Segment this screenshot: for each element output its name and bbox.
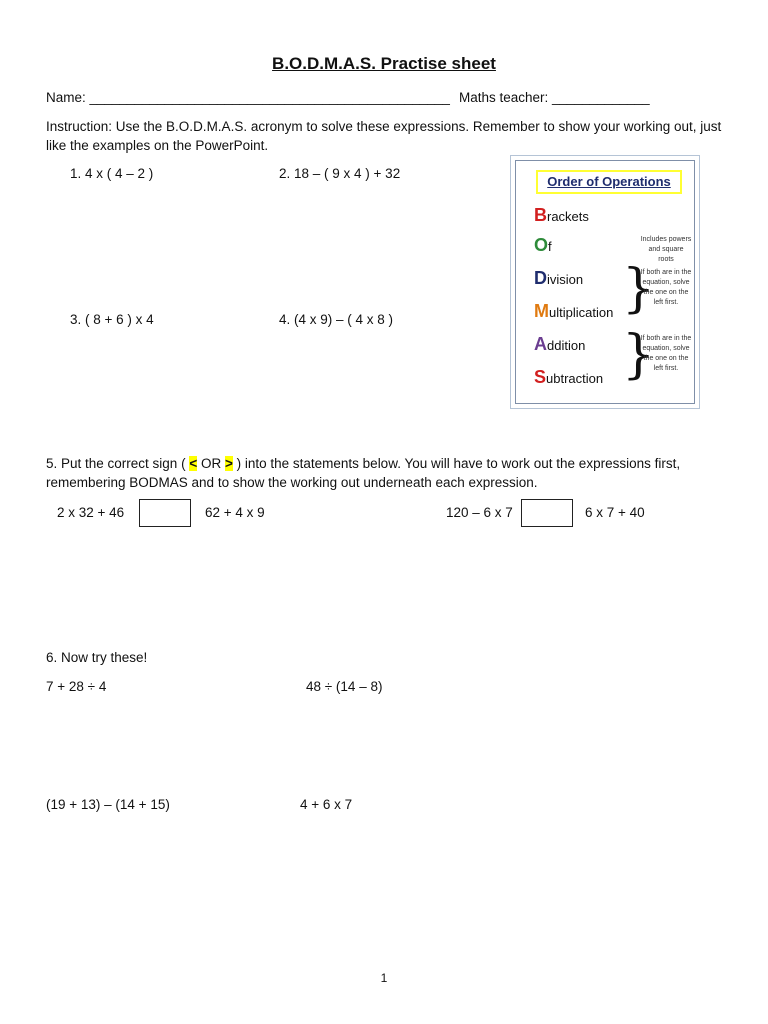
bodmas-row-of — [534, 235, 552, 256]
compare-1-left: 2 x 32 + 46 — [57, 505, 125, 520]
compare-1-right: 62 + 4 x 9 — [205, 505, 265, 520]
bodmas-letter-s: S — [534, 367, 547, 387]
q5-prefix: 5. Put the correct sign ( — [46, 456, 190, 471]
note-addition-subtraction: If both are in the equation, solve the one on the left first. — [640, 335, 692, 372]
question-6b: 48 ÷ (14 – 8) — [306, 679, 383, 694]
card-title: Order of Operations — [536, 170, 682, 194]
bodmas-letter-a: A — [534, 334, 547, 354]
bodmas-word-subtraction: ubtraction — [546, 371, 604, 386]
note-division-multiplication: If both are in the equation, solve the one on the left first. — [640, 269, 692, 306]
question-5-text — [46, 454, 726, 492]
question-1: 1. 4 x ( 4 – 2 ) — [70, 166, 154, 181]
page-number: 1 — [380, 971, 388, 985]
card-border — [515, 160, 695, 404]
compare-2-right: 6 x 7 + 40 — [585, 505, 645, 520]
right-brace-icon: } — [622, 259, 656, 319]
page-title: B.O.D.M.A.S. Practise sheet — [272, 54, 496, 73]
bodmas-row-addition — [534, 334, 585, 355]
bodmas-row-subtraction — [534, 367, 603, 388]
bodmas-row-multiplication — [534, 301, 613, 322]
bodmas-row-division — [534, 268, 583, 289]
question-6c: (19 + 13) – (14 + 15) — [46, 797, 170, 812]
bodmas-letter-m: M — [534, 301, 549, 321]
bodmas-word-multiplication: ultiplication — [549, 305, 614, 320]
bodmas-letter-b: B — [534, 205, 547, 225]
compare-2-left: 120 – 6 x 7 — [446, 505, 513, 520]
order-of-operations-card — [510, 155, 700, 409]
bodmas-row-brackets — [534, 205, 589, 226]
less-than-sign: < — [189, 456, 198, 471]
answer-box-1[interactable] — [139, 499, 191, 527]
bodmas-word-of: f — [548, 239, 552, 254]
question-2: 2. 18 – ( 9 x 4 ) + 32 — [279, 166, 401, 181]
right-brace-icon: } — [622, 325, 656, 385]
bodmas-word-brackets: rackets — [547, 209, 589, 224]
instruction-text: Instruction: Use the B.O.D.M.A.S. acronym to solve these expressions. Remember to show your working out, just like the examples on the PowerPoint. — [46, 119, 722, 153]
q5-suffix: ) into the statements below. You will have to work out the expressions first, remembering BODMAS and to show the working out underneath each expression. — [46, 456, 681, 490]
question-3: 3. ( 8 + 6 ) x 4 — [70, 312, 154, 327]
name-field-line: Name: ________________________________________________ — [46, 90, 450, 105]
question-4: 4. (4 x 9) – ( 4 x 8 ) — [279, 312, 394, 327]
greater-than-sign: > — [224, 456, 233, 471]
q5-or: OR — [197, 456, 225, 471]
bodmas-word-addition: ddition — [547, 338, 586, 353]
teacher-field-line: Maths teacher: _____________ — [459, 90, 650, 105]
question-6a: 7 + 28 ÷ 4 — [46, 679, 107, 694]
bodmas-letter-o: O — [534, 235, 549, 255]
note-powers: Includes powers and square roots — [640, 236, 692, 263]
question-6-heading: 6. Now try these! — [46, 650, 148, 665]
bodmas-word-division: ivision — [547, 272, 584, 287]
question-6d: 4 + 6 x 7 — [300, 797, 353, 812]
answer-box-2[interactable] — [521, 499, 573, 527]
bodmas-letter-d: D — [534, 268, 547, 288]
